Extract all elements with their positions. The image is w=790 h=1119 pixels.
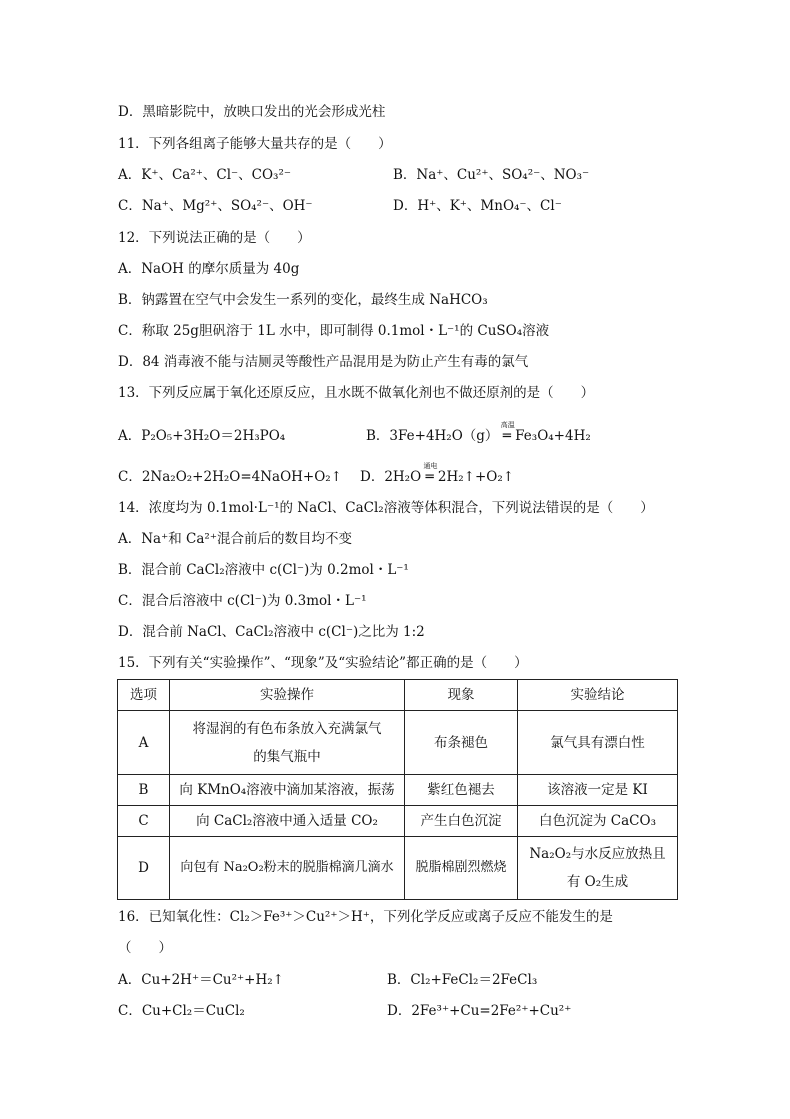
q12-option-a: A．NaOH 的摩尔质量为 40g [118,261,300,277]
q15-stem: 15．下列有关“实验操作”、“现象”及“实验结论”都正确的是（ ） [118,655,528,671]
q14-option-b: B．混合前 CaCl₂溶液中 c(Cl⁻)为 0.2mol・L⁻¹ [118,562,409,578]
cell-operation: 向 CaCl₂溶液中通入适量 CO₂ [170,806,405,837]
header-phenomenon: 现象 [405,680,518,711]
q13-b-products: Fe₃O₄+4H₂ [515,428,591,444]
cell-operation: 向包有 Na₂O₂粉末的脱脂棉滴几滴水 [170,837,405,900]
header-option: 选项 [118,680,170,711]
q11-option-a: A．K⁺、Ca²⁺、Cl⁻、CO₃²⁻ [118,167,291,183]
q16-stem: 16．已知氧化性：Cl₂＞Fe³⁺＞Cu²⁺＞H⁺，下列化学反应或离子反应不能发生的是 [118,909,613,925]
header-operation: 实验操作 [170,680,405,711]
q10-option-d: D．黑暗影院中，放映口发出的光会形成光柱 [118,104,386,120]
q13-option-b [366,421,591,445]
q13-stem: 13．下列反应属于氧化还原反应，且水既不做氧化剂也不做还原剂的是（ ） [118,385,595,401]
cell-option: C [118,806,170,837]
cell-phenomenon: 脱脂棉剧烈燃烧 [405,837,518,900]
q14-option-c: C．混合后溶液中 c(Cl⁻)为 0.3mol・L⁻¹ [118,593,367,609]
q13-d-products: 2H₂↑+O₂↑ [437,469,515,485]
experiment-table [117,679,678,900]
q13-d-condition [423,462,438,486]
q13-option-d [360,462,515,486]
q11-option-c: C．Na⁺、Mg²⁺、SO₄²⁻、OH⁻ [118,198,313,214]
cell-operation: 向 KMnO₄溶液中滴加某溶液，振荡 [170,775,405,806]
q16-paren: （ ） [118,940,172,956]
q11-option-b: B．Na⁺、Cu²⁺、SO₄²⁻、NO₃⁻ [393,167,590,183]
q14-stem: 14．浓度均为 0.1mol·L⁻¹的 NaCl、CaCl₂溶液等体积混合，下列说法错误的是（ ） [118,500,654,516]
cell-option: A [118,711,170,775]
q12-option-d: D．84 消毒液不能与洁厕灵等酸性产品混用是为防止产生有毒的氯气 [118,354,529,370]
q13-option-c: C．2Na₂O₂+2H₂O=4NaOH+O₂↑ [118,469,343,485]
q11-option-d: D．H⁺、K⁺、MnO₄⁻、Cl⁻ [393,198,562,214]
header-conclusion: 实验结论 [518,680,678,711]
cell-conclusion: 该溶液一定是 KI [518,775,678,806]
q11-stem: 11．下列各组离子能够大量共存的是（ ） [118,136,392,152]
q13-b-reactants: B．3Fe+4H₂O（g） [366,428,499,444]
q16-option-c: C．Cu+Cl₂＝CuCl₂ [118,1003,245,1019]
q13-b-condition [500,421,515,445]
table-header-row [118,680,678,711]
table-row [118,711,678,775]
cell-option: B [118,775,170,806]
q16-option-b: B．Cl₂+FeCl₂＝2FeCl₃ [387,972,538,988]
cell-conclusion: Na₂O₂与水反应放热且有 O₂生成 [518,837,678,900]
cell-phenomenon: 紫红色褪去 [405,775,518,806]
cell-phenomenon: 布条褪色 [405,711,518,775]
q12-option-b: B．钠露置在空气中会发生一系列的变化，最终生成 NaHCO₃ [118,292,488,308]
q13-d-equals: ═ [425,469,434,485]
table-row [118,837,678,900]
cell-conclusion: 白色沉淀为 CaCO₃ [518,806,678,837]
q14-option-d: D．混合前 NaCl、CaCl₂溶液中 c(Cl⁻)之比为 1:2 [118,624,425,640]
q12-stem: 12．下列说法正确的是（ ） [118,230,311,246]
q12-option-c: C．称取 25g胆矾溶于 1L 水中，即可制得 0.1mol・L⁻¹的 CuSO₄溶液 [118,323,550,339]
table-row [118,806,678,837]
table-row [118,775,678,806]
q13-d-reactants: D．2H₂O [360,469,422,485]
cell-option: D [118,837,170,900]
cell-phenomenon: 产生白色沉淀 [405,806,518,837]
cell-operation: 将湿润的有色布条放入充满氯气的集气瓶中 [170,711,405,775]
q13-d-condition-label: 通电 [423,462,438,470]
cell-conclusion: 氯气具有漂白性 [518,711,678,775]
q14-option-a: A．Na⁺和 Ca²⁺混合前后的数目均不变 [118,531,352,547]
q16-option-d: D．2Fe³⁺+Cu=2Fe²⁺+Cu²⁺ [387,1003,572,1019]
q16-option-a: A．Cu+2H⁺＝Cu²⁺+H₂↑ [118,972,284,988]
q13-b-equals: ═ [502,428,511,444]
q13-b-condition-label: 高温 [500,421,515,429]
q13-option-a: A．P₂O₅+3H₂O＝2H₃PO₄ [118,428,286,444]
